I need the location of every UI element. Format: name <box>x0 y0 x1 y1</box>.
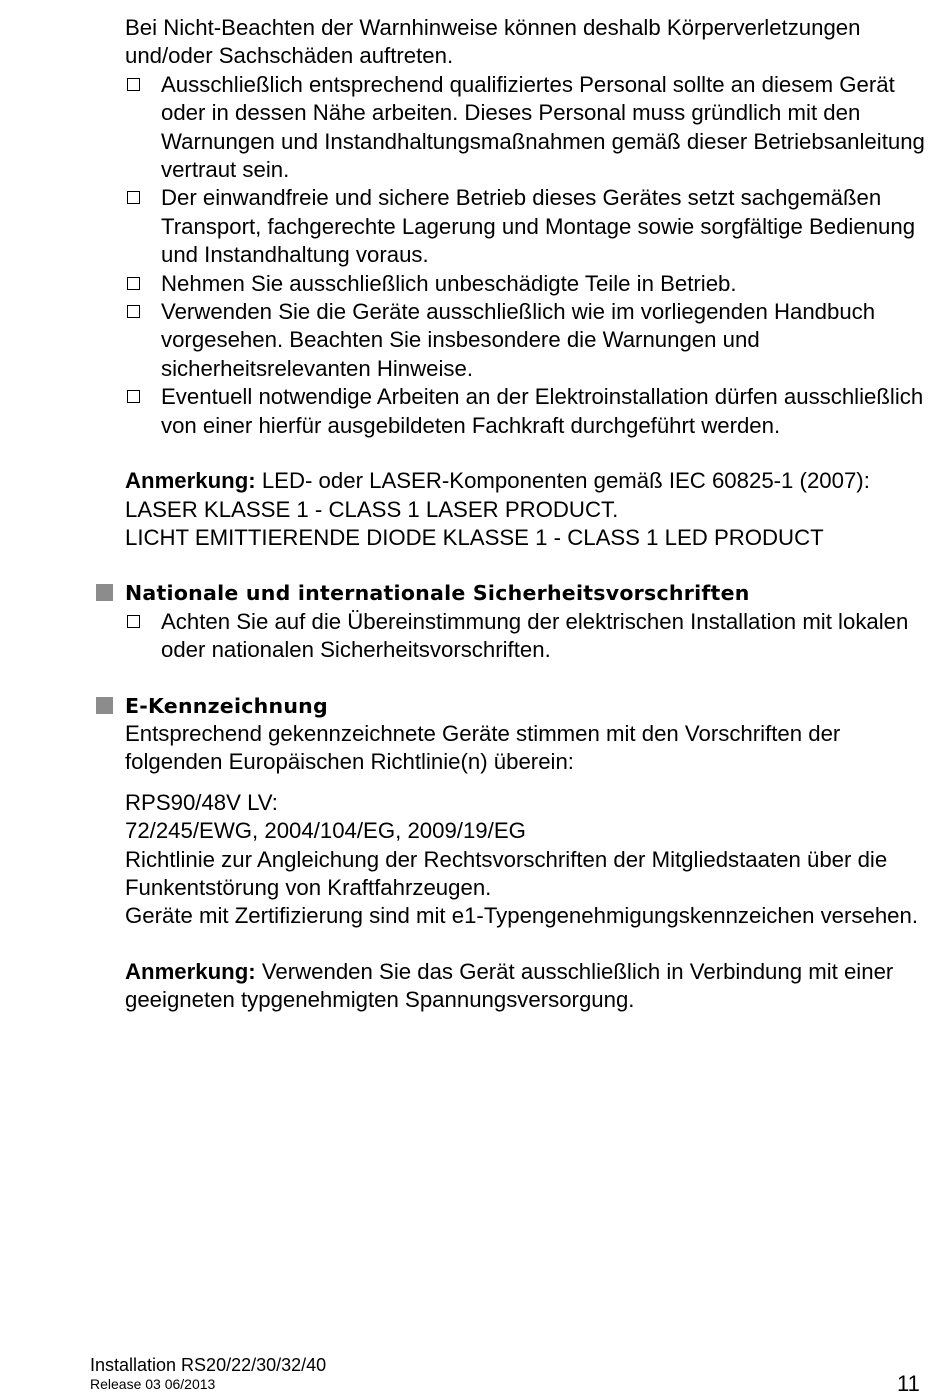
section-heading-text: E-Kennzeichnung <box>125 693 328 718</box>
checkbox-bullet-icon <box>127 277 140 290</box>
page-footer <box>90 1355 326 1393</box>
document-body <box>125 14 925 1015</box>
note-power-supply <box>125 958 925 1015</box>
e-marking-line: Richtlinie zur Angleichung der Rechtsvorschriften der Mitgliedstaaten über die Funkentstörung von Kraftfahrzeugen. <box>125 846 888 900</box>
list-item-text: Nehmen Sie ausschließlich unbeschädigte Teile in Betrieb. <box>161 270 737 296</box>
checkbox-bullet-icon <box>127 615 140 628</box>
e-marking-intro: Entsprechend gekennzeichnete Geräte stimmen mit den Vorschriften der folgenden Europäischen Richtlinie(n) überein: <box>125 720 841 775</box>
gray-square-bullet-icon <box>96 697 113 714</box>
section-heading-e-marking <box>125 692 925 720</box>
list-item-text: Ausschließlich entsprechend qualifiziertes Personal sollte an diesem Gerät oder in dessen Nähe arbeiten. Dieses Personal muss gründlich mit den Warnungen und Instandhaltungsmaßnahmen gemäß dieser Betriebsanleitung vertraut sein. <box>161 71 925 183</box>
list-item <box>125 383 925 440</box>
list-item <box>125 608 925 665</box>
list-item-text: Achten Sie auf die Übereinstimmung der elektrischen Installation mit lokalen oder nationalen Sicherheitsvorschriften. <box>161 608 909 663</box>
note-laser-line2: LASER KLASSE 1 - CLASS 1 LASER PRODUCT. <box>125 496 619 522</box>
list-item <box>125 71 925 185</box>
note-label: Anmerkung: <box>125 958 256 984</box>
footer-release: Release 03 06/2013 <box>90 1376 216 1392</box>
e-marking-line: 72/245/EWG, 2004/104/EG, 2009/19/EG <box>125 818 526 844</box>
gray-square-bullet-icon <box>96 584 113 601</box>
page-number: 11 <box>897 1371 920 1396</box>
e-marking-line: RPS90/48V LV: <box>125 789 278 815</box>
footer-title: Installation RS20/22/30/32/40 <box>90 1355 327 1375</box>
list-item <box>125 298 925 383</box>
list-item-text: Verwenden Sie die Geräte ausschließlich wie im vorliegenden Handbuch vorgesehen. Beachten Sie insbesondere die Warnungen und sicherheitsrelevanten Hinweise. <box>161 299 876 381</box>
note-laser <box>125 467 925 495</box>
section-heading-national <box>125 579 925 607</box>
list-item <box>125 270 925 298</box>
list-item-text: Eventuell notwendige Arbeiten an der Elektroinstallation dürfen ausschließlich von einer hierfür ausgebildeten Fachkraft durchgeführt werden. <box>161 384 924 438</box>
checkbox-bullet-icon <box>127 305 140 318</box>
list-item <box>125 184 925 269</box>
e-marking-line: Geräte mit Zertifizierung sind mit e1-Typengenehmigungskennzeichen versehen. <box>125 903 919 929</box>
checkbox-bullet-icon <box>127 78 140 91</box>
checkbox-bullet-icon <box>127 390 140 403</box>
note-laser-line3: LICHT EMITTIERENDE DIODE KLASSE 1 - CLASS 1 LED PRODUCT <box>125 524 824 550</box>
note-text: Verwenden Sie das Gerät ausschließlich in Verbindung mit einer geeigneten typgenehmigten Spannungsversorgung. <box>125 958 894 1013</box>
intro-paragraph: Bei Nicht-Beachten der Warnhinweise können deshalb Körperverletzungen und/oder Sachschäden auftreten. <box>125 15 861 69</box>
section-heading-text: Nationale und internationale Sicherheitsvorschriften <box>125 581 750 606</box>
note-label: Anmerkung: <box>125 468 256 494</box>
list-item-text: Der einwandfreie und sichere Betrieb dieses Gerätes setzt sachgemäßen Transport, fachgerechte Lagerung und Montage sowie sorgfältige Bedienung und Instandhaltung voraus. <box>161 185 916 268</box>
checkbox-bullet-icon <box>127 191 140 204</box>
note-text: LED- oder LASER-Komponenten gemäß IEC 60825-1 (2007): <box>255 468 870 494</box>
